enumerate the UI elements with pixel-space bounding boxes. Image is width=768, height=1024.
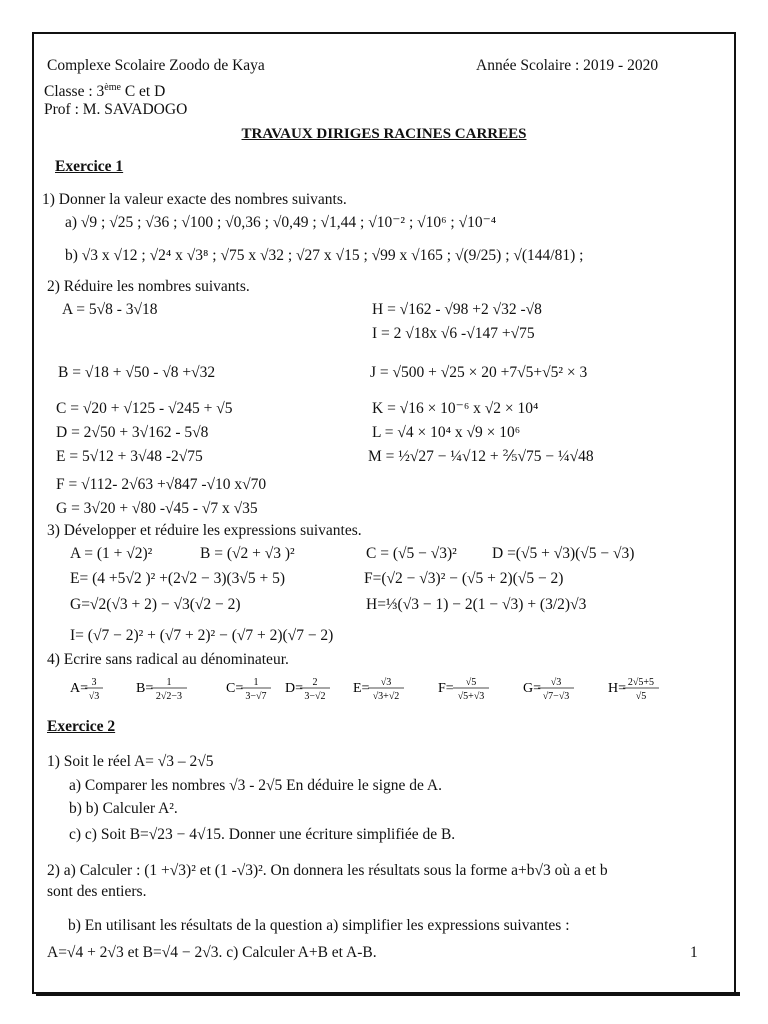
fraction-label: A= (70, 681, 89, 696)
ex1-q2-B: B = √18 + √50 - √8 +√32 (58, 364, 216, 381)
fraction-denominator: 3−√2 (304, 691, 326, 702)
ex2-q1b: b) b) Calculer A². (69, 800, 178, 817)
fraction-denominator: √3+√2 (372, 691, 400, 702)
ex1-q2-M: M = ½√27 − ¼√12 + ⅖√75 − ¼√48 (368, 448, 594, 465)
ex1-q4-fractions (60, 672, 700, 708)
ex1-q3-F: F=(√2 − √3)² − (√5 + 2)(√5 − 2) (364, 570, 564, 587)
ex1-q2-E: E = 5√12 + 3√48 -2√75 (56, 448, 203, 465)
fraction-numerator: 2√5+5 (627, 677, 655, 688)
ex1-q2-L: L = √4 × 10⁴ x √9 × 10⁶ (372, 424, 521, 441)
fraction-label: G= (523, 681, 542, 696)
ex2-q1c: c) c) Soit B=√23 − 4√15. Donner une écriture simplifiée de B. (69, 826, 456, 843)
ex1-q2-K: K = √16 × 10⁻⁶ x √2 × 10⁴ (372, 400, 539, 417)
ex2-q1: 1) Soit le réel A= √3 – 2√5 (47, 753, 214, 770)
fraction-denominator: √5 (635, 691, 647, 702)
ex1-q2-A: A = 5√8 - 3√18 (62, 301, 158, 318)
ex2-q2a-line2: sont des entiers. (47, 883, 147, 900)
fraction-denominator: √5+√3 (457, 691, 485, 702)
page-number: 1 (690, 944, 698, 961)
fraction-numerator: 1 (253, 677, 259, 688)
fraction-numerator: 2 (312, 677, 318, 688)
fraction-numerator: 3 (91, 677, 97, 688)
fraction-label: B= (136, 681, 154, 696)
fraction-label: H= (608, 681, 627, 696)
ex1-q2-I: I = 2 √18x √6 -√147 +√75 (372, 325, 535, 342)
ex1-q3-D: D =(√5 + √3)(√5 − √3) (492, 545, 635, 562)
fraction-denominator: 3−√7 (245, 691, 267, 702)
ex1-q1-text: 1) Donner la valeur exacte des nombres suivants. (42, 191, 347, 208)
ex1-q1-a: a) √9 ; √25 ; √36 ; √100 ; √0,36 ; √0,49 ; √1,44 ; √10⁻² ; √10⁶ ; √10⁻⁴ (65, 214, 497, 231)
page-border-shadow (36, 992, 740, 996)
fraction-numerator: √3 (380, 677, 392, 688)
ex2-q2a-line1: 2) a) Calculer : (1 +√3)² et (1 -√3)². On donnera les résultats sous la forme a+b√3 où a et b (47, 862, 608, 879)
fraction-numerator: √3 (550, 677, 562, 688)
school-year: Année Scolaire : 2019 - 2020 (476, 57, 659, 74)
fraction-numerator: 1 (166, 677, 172, 688)
ex1-q3-A: A = (1 + √2)² (70, 545, 153, 562)
ex1-q3-B: B = (√2 + √3 )² (200, 545, 295, 562)
ex1-q2-H: H = √162 - √98 +2 √32 -√8 (372, 301, 542, 318)
ex1-q2-F: F = √112- 2√63 +√847 -√10 x√70 (56, 476, 267, 493)
class-sup: ème (104, 82, 121, 93)
ex1-q3-text: 3) Développer et réduire les expressions suivantes. (47, 522, 362, 539)
prof-line: Prof : M. SAVADOGO (44, 101, 188, 118)
fraction-label: F= (438, 681, 454, 696)
school-name: Complexe Scolaire Zoodo de Kaya (47, 57, 265, 74)
page-title: TRAVAUX DIRIGES RACINES CARREES (241, 126, 527, 142)
ex1-q2-text: 2) Réduire les nombres suivants. (47, 278, 250, 295)
ex1-q3-G: G=√2(√3 + 2) − √3(√2 − 2) (70, 596, 241, 613)
exercice2-heading: Exercice 2 (47, 718, 116, 735)
fraction-label: D= (285, 681, 304, 696)
ex2-q2b-line2: A=√4 + 2√3 et B=√4 − 2√3. c) Calculer A+B et A-B. (47, 944, 377, 961)
fraction-label: E= (353, 681, 370, 696)
ex1-q4-text: 4) Ecrire sans radical au dénominateur. (47, 651, 289, 668)
fraction-denominator: √3 (88, 691, 100, 702)
ex1-q2-D: D = 2√50 + 3√162 - 5√8 (56, 424, 209, 441)
ex1-q3-E: E= (4 +5√2 )² +(2√2 − 3)(3√5 + 5) (70, 570, 286, 587)
fraction-denominator: 2√2−3 (155, 691, 183, 702)
ex1-q2-C: C = √20 + √125 - √245 + √5 (56, 400, 233, 417)
fraction-numerator: √5 (465, 677, 477, 688)
fraction-denominator: √7−√3 (542, 691, 570, 702)
class-line (44, 78, 165, 102)
ex2-q1a: a) Comparer les nombres √3 - 2√5 En déduire le signe de A. (69, 777, 442, 794)
ex1-q1-b: b) √3 x √12 ; √2⁴ x √3⁸ ; √75 x √32 ; √27 x √15 ; √99 x √165 ; √(9/25) ; √(144/81) ; (65, 247, 584, 264)
exercice1-heading: Exercice 1 (55, 158, 124, 175)
fraction-label: C= (226, 681, 244, 696)
ex1-q3-I: I= (√7 − 2)² + (√7 + 2)² − (√7 + 2)(√7 − 2) (70, 627, 334, 644)
class-suffix: C et D (120, 83, 166, 101)
ex1-q2-J: J = √500 + √25 × 20 +7√5+√5² × 3 (370, 364, 588, 381)
ex1-q3-H: H=⅓(√3 − 1) − 2(1 − √3) + (3/2)√3 (366, 596, 587, 613)
ex1-q2-G: G = 3√20 + √80 -√45 - √7 x √35 (56, 500, 258, 517)
ex1-q3-C: C = (√5 − √3)² (366, 545, 457, 562)
ex2-q2b-line1: b) En utilisant les résultats de la question a) simplifier les expressions suivantes : (68, 917, 570, 934)
class-prefix: Classe : 3 (44, 83, 105, 101)
